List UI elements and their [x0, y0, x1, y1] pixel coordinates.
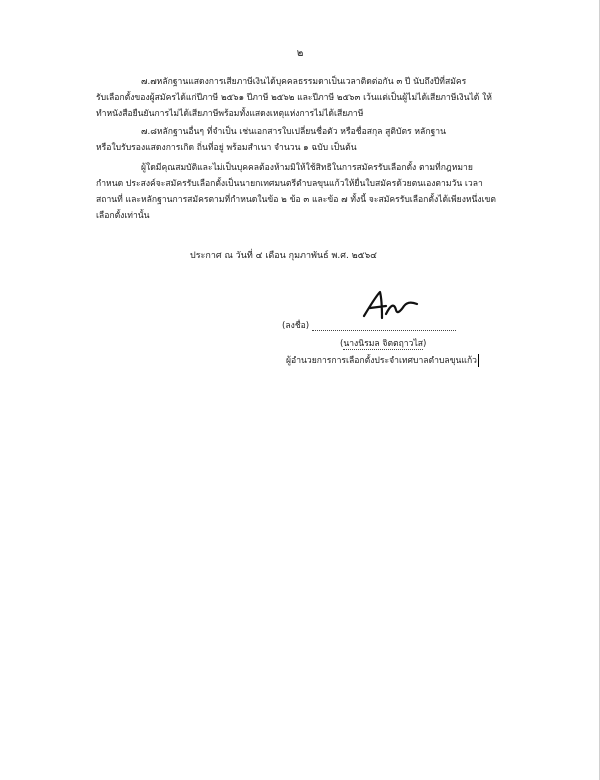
- signatory-name-line: [340, 336, 426, 350]
- handwritten-signature: [360, 288, 420, 322]
- paragraph-line: รับเลือกตั้งของผู้สมัครได้แก่ปีภาษี ๒๕๖๑ ปีภาษี ๒๕๖๒ และปีภาษี ๒๕๖๓ เว้นแต่เป็นผู้ไม่ได้เสียภาษีเงินได้ ให้: [96, 93, 492, 103]
- signatory-position: [286, 353, 479, 367]
- paragraph-line: เลือกตั้งเท่านั้น: [96, 211, 150, 221]
- paragraph-line: หรือใบรับรองแสดงการเกิด ถิ่นที่อยู่ พร้อมสำเนา จำนวน ๑ ฉบับ เป็นต้น: [96, 143, 357, 153]
- text-cursor: [478, 354, 479, 367]
- signature-line: [312, 330, 456, 331]
- position-text: ผู้อำนวยการการเลือกตั้งประจำเทศบาลตำบลขุนแก้ว: [286, 356, 477, 366]
- paragraph-line: กำหนด ประสงค์จะสมัครรับเลือกตั้งเป็นนายกเทศมนตรีตำบลขุนแก้วให้ยื่นใบสมัครด้วยตนเองตามวัน เวลา: [96, 179, 483, 189]
- paragraph-line: ๗.๘หลักฐานอื่นๆ ที่จำเป็น เช่นเอกสารใบเปลี่ยนชื่อตัว หรือชื่อสกุล สูติบัตร หลักฐาน: [141, 127, 446, 137]
- paragraph-line: ผู้ใดมีคุณสมบัติและไม่เป็นบุคคลต้องห้ามมิให้ใช้สิทธิในการสมัครรับเลือกตั้ง ตามที่กฎหมาย: [141, 163, 473, 173]
- announcement-date: ประกาศ ณ วันที่ ๔ เดือน กุมภาพันธ์ พ.ศ. ๒๕๖๔: [190, 251, 377, 261]
- sign-label: (ลงชื่อ): [282, 321, 310, 331]
- paragraph-line: ๗.๗หลักฐานแสดงการเสียภาษีเงินได้บุคคลธรรมดาเป็นเวลาติดต่อกัน ๓ ปี นับถึงปีที่สมัคร: [141, 77, 467, 87]
- signatory-name: นางนิรมล จิตตฤาวไส: [343, 339, 424, 349]
- paragraph-tax-evidence: [96, 74, 536, 122]
- paragraph-line: ทำหนังสือยืนยันการไม่ได้เสียภาษีพร้อมทั้งแสดงเหตุแห่งการไม่ได้เสียภาษี: [96, 109, 364, 119]
- paragraph-other-evidence: [96, 124, 536, 156]
- open-paren: (: [340, 339, 344, 349]
- page-number: ๒: [296, 48, 304, 59]
- paragraph-line: สถานที่ และหลักฐานการสมัครตามที่กำหนดในข้อ ๒ ข้อ ๓ และข้อ ๗ ทั้งนี้ จะสมัครรับเลือกตั้งได้เพียงหนึ่งเขต: [96, 195, 497, 205]
- paragraph-eligibility: [96, 160, 536, 224]
- close-paren: ): [423, 339, 427, 349]
